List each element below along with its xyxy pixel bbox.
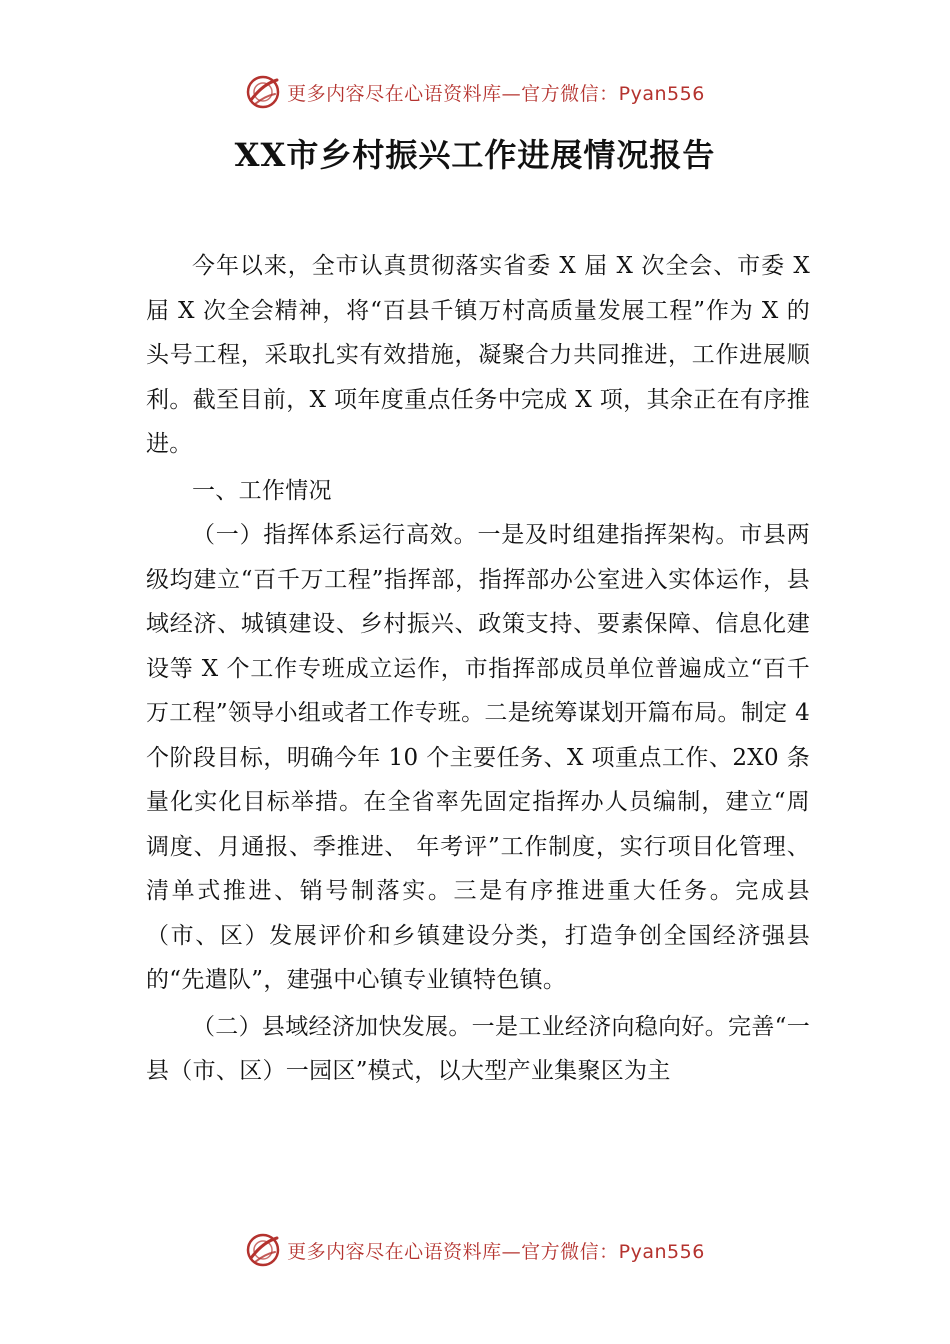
body-paragraph: （一）指挥体系运行高效。一是及时组建指挥架构。市县两级均建立“百千万工程”指挥部，指挥部办公室进入实体运作，县域经济、城镇建设、乡村振兴、政策支持、要素保障、信息化建设等 X 个工作专班成立运作，市指挥部成员单位普遍成立“百千万工程”领导小组或者工作专班。二是统筹谋划开篇布局。制定 4 个阶段目标，明确今年 10 个主要任务、X 项重点工作、2X0 条量化实化目标举措。在全省率先固定指挥办人员编制，建立“周调度、月通报、季推进、 年考评”工作制度，实行项目化管理、清单式推进、销号制落实。三是有序推进重大任务。完成县（市、区）发展评价和乡镇建设分类，打造争创全国经济强县的“先遣队”，建强中心镇专业镇特色镇。 xyxy=(146,522,810,993)
watermark-wechat-id: Pyan556 xyxy=(618,1240,705,1263)
header-watermark xyxy=(0,70,950,114)
watermark-wechat-id: Pyan556 xyxy=(618,82,705,105)
document-title: XX市乡村振兴工作进展情况报告 xyxy=(234,136,716,174)
section-heading: 一、工作情况 xyxy=(192,477,332,504)
logo-icon xyxy=(245,1232,281,1268)
document-body xyxy=(146,244,810,1094)
logo-icon xyxy=(245,74,281,110)
footer-watermark xyxy=(0,1228,950,1272)
body-paragraph: （二）县域经济加快发展。一是工业经济向稳向好。完善“一县（市、区）一园区”模式，以大型产业集聚区为主 xyxy=(146,1013,810,1084)
intro-paragraph: 今年以来，全市认真贯彻落实省委 X 届 X 次全会、市委 X 届 X 次全会精神，将“百县千镇万村高质量发展工程”作为 X 的头号工程，采取扎实有效措施，凝聚合力共同推进，工作进展顺利。截至目前，X 项年度重点任务中完成 X 项，其余正在有序推进。 xyxy=(146,253,810,457)
watermark-text: 更多内容尽在心语资料库—官方微信：Pyan556 xyxy=(287,1240,705,1263)
watermark-text: 更多内容尽在心语资料库—官方微信：Pyan556 xyxy=(287,82,705,105)
